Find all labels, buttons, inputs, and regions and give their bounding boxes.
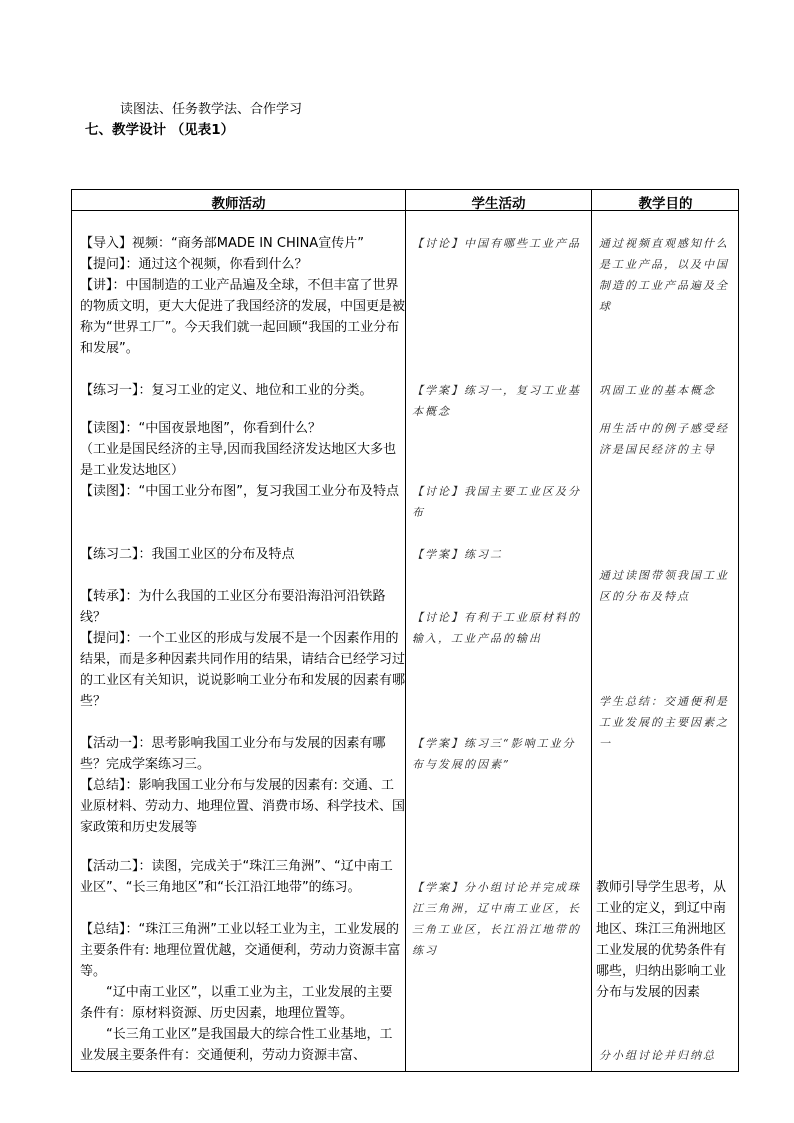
student-discussion-1: 【讨论】中国有哪些工业产品 <box>412 237 581 250</box>
student-worksheet-2: 【学案】练习二 <box>412 548 503 561</box>
header-teaching-purpose: 教学目的 <box>638 196 693 212</box>
purpose-student-summary: 学生总结：交通便利是工业发展的主要因素之一 <box>599 695 729 750</box>
student-discussion-3: 【讨论】有利于工业原材料的输入，工业产品的输出 <box>412 611 581 645</box>
teacher-note-industry: （工业是国民经济的主导,因而我国经济发达地区大多也是工业发达地区） <box>80 442 397 478</box>
teacher-exercise-2: 【练习二】：我国工业区的分布及特点 <box>80 547 295 562</box>
teacher-read-map-industry: 【读图】：“中国工业分布图”，复习我国工业分布及特点 <box>80 484 399 499</box>
teaching-methods-line: 读图法、任务教学法、合作学习 <box>120 102 303 117</box>
column-divider <box>591 190 592 1071</box>
teacher-summary-2: 【总结】：“珠江三角洲”工业以轻工业为主，工业发展的主要条件有: 地理位置优越，交通便利，劳动力资源丰富等。 <box>80 922 401 979</box>
teacher-lecture: 【讲】：中国制造的工业产品遍及全球，不但丰富了世界的物质文明，更大大促进了我国经济的发展，中国更是被称为“世界工厂”。今天我们就一起回顾“我国的工业分布和发展”。 <box>80 278 406 356</box>
teacher-intro-video: 【导入】视频：“商务部MADE IN CHINA宣传片” <box>80 236 364 251</box>
teacher-activity-1: 【活动一】：思考影响我国工业分布与发展的因素有哪些？完成学案练习三。 <box>80 736 386 772</box>
teacher-question-1: 【提问】：通过这个视频，你看到什么？ <box>80 257 308 272</box>
student-discussion-2: 【讨论】我国主要工业区及分布 <box>412 485 581 519</box>
teacher-changsanjiao: “长三角工业区”是我国最大的综合性工业基地，工业发展主要条件有：交通便利，劳动力资源丰富、 <box>80 1027 393 1063</box>
header-teacher-activity: 教师活动 <box>211 196 266 212</box>
purpose-read-map: 通过读图带领我国工业区的分布及特点 <box>599 569 729 603</box>
teacher-exercise-1: 【练习一】：复习工业的定义、地位和工业的分类。 <box>80 383 373 398</box>
purpose-group-summary: 分小组讨论并归纳总 <box>599 1049 716 1062</box>
header-student-activity: 学生活动 <box>471 196 526 212</box>
purpose-life-example: 用生活中的例子感受经济是国民经济的主导 <box>599 422 729 456</box>
purpose-teacher-guide: 教师引导学生思考，从工业的定义，到辽中南地区、珠江三角洲地区工业发展的优势条件有哪些，归纳出影响工业分布与发展的因素 <box>596 880 727 1000</box>
teacher-activity-2: 【活动二】：读图，完成关于“珠江三角洲”、“辽中南工业区”、“长三角地区”和“长江沿江地带”的练习。 <box>80 859 393 895</box>
student-worksheet-3: 【学案】练习三“影响工业分布与发展的因素” <box>412 737 576 771</box>
purpose-concept: 巩固工业的基本概念 <box>599 384 716 397</box>
teacher-read-map-night: 【读图】：“中国夜景地图”，你看到什么？ <box>80 421 321 436</box>
student-worksheet-1: 【学案】练习一，复习工业基本概念 <box>412 384 581 418</box>
student-group-work: 【学案】分小组讨论并完成珠江三角洲，辽中南工业区，长三角工业区，长江沿江地带的练习 <box>412 881 581 957</box>
teacher-liaozhongnan: “辽中南工业区”，以重工业为主，工业发展的主要条件有：原材料资源、历史因素，地理位置等。 <box>80 985 393 1021</box>
teacher-question-2: 【提问】：一个工业区的形成与发展不是一个因素作用的结果，而是多种因素共同作用的结果，请结合已经学习过的工业区有关知识，说说影响工业分布和发展的因素有哪些？ <box>80 631 406 709</box>
purpose-video: 通过视频直观感知什么是工业产品，以及中国制造的工业产品遍及全球 <box>599 237 729 313</box>
column-divider <box>405 190 406 1071</box>
teacher-transition: 【转承】：为什么我国的工业区分布要沿海沿河沿铁路线？ <box>80 589 386 625</box>
teacher-summary-1: 【总结】：影响我国工业分布与发展的因素有: 交通、工业原材料、劳动力、地理位置、消费市场、科学技术、国家政策和历史发展等 <box>80 778 406 835</box>
lesson-design-table <box>71 189 739 1072</box>
section-title: 七、教学设计 （见表1） <box>85 122 235 138</box>
